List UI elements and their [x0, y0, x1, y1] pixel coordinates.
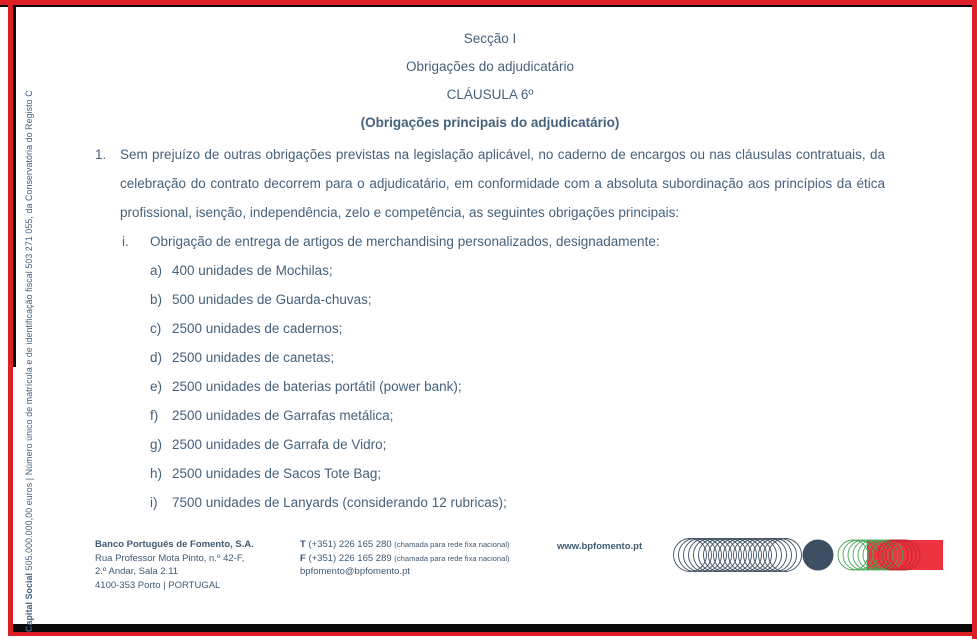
roman-item [95, 227, 885, 256]
capital-social-sidenote [24, 0, 34, 632]
list-item [95, 401, 885, 430]
clause-subtitle: (Obrigações principais do adjudicatário) [360, 115, 620, 130]
section-subtitle: Obrigações do adjudicatário [405, 59, 575, 74]
paragraph-text: Sem prejuízo de outras obrigações previstas na legislação aplicável, no caderno de encargos ou nas cláusulas contratuais, da celebração do contrato decorrem para o adjudicatário, em conformidade com a absoluta subordinação aos princípios da ética profissional, isenção, independência, zelo e competência, as seguintes obrigações principais: [120, 147, 885, 220]
address-line: Rua Professor Mota Pinto, n.º 42-F, [95, 552, 245, 564]
bottom-red-border [8, 632, 977, 636]
list-item-text: 2500 unidades de baterias portátil (power bank); [172, 379, 462, 394]
roman-item-text: Obrigação de entrega de artigos de merchandising personalizados, designadamente: [150, 234, 660, 249]
list-item-marker: i) [150, 495, 158, 510]
numbered-paragraph [95, 140, 885, 227]
paragraph-number: 1. [95, 147, 107, 162]
address-line: 2.º Andar, Sala 2.11 [95, 566, 179, 577]
company-name: Banco Português de Fomento, S.A. [95, 539, 254, 550]
right-red-border [972, 0, 977, 639]
phone-line [300, 538, 560, 552]
list-item-text: 2500 unidades de canetas; [172, 350, 335, 365]
list-item-text: 2500 unidades de Garrafas metálica; [172, 408, 394, 423]
email-text: bpfomento@bpfomento.pt [300, 566, 410, 577]
footer-address-block [95, 538, 295, 592]
clause-title: CLÁUSULA 6º [446, 87, 534, 102]
list-item-marker: a) [150, 263, 163, 278]
list-item-marker: d) [150, 350, 163, 365]
website-text: www.bpfomento.pt [557, 541, 643, 552]
list-item-marker: g) [150, 437, 163, 452]
list-item [95, 285, 885, 314]
capital-social-label: Capital Social [24, 572, 34, 632]
footer-contact-block [300, 538, 560, 579]
fax-label: F [300, 552, 306, 564]
list-item-marker: b) [150, 292, 163, 307]
list-item-text: 2500 unidades de cadernos; [172, 321, 343, 336]
list-item-text: 2500 unidades de Garrafa de Vidro; [172, 437, 387, 452]
list-item-marker: c) [150, 321, 162, 336]
list-item [95, 430, 885, 459]
list-item-text: 2500 unidades de Sacos Tote Bag; [172, 466, 382, 481]
list-item-marker: e) [150, 379, 163, 394]
section-title: Secção I [463, 31, 517, 46]
list-item [95, 256, 885, 285]
list-item-text: 400 unidades de Mochilas; [172, 263, 333, 278]
fax-note: (chamada para rede fixa nacional) [394, 553, 510, 563]
list-item [95, 459, 885, 488]
fax-line [300, 552, 560, 566]
document-content [95, 25, 885, 517]
list-item-text: 500 unidades de Guarda-chuvas; [172, 292, 372, 307]
roman-item-marker: i. [122, 234, 129, 249]
list-item [95, 314, 885, 343]
list-item [95, 488, 885, 517]
list-item [95, 372, 885, 401]
registry-text: 505.000.000,00 euros | Número único de matrícula e de identificação fiscal 503 271 055, da Conservatória do Registo C [24, 90, 34, 571]
list-item-marker: h) [150, 466, 163, 481]
left-scan-line [13, 7, 16, 367]
bottom-scan-bar [13, 624, 972, 632]
list-item [95, 343, 885, 372]
list-item-text: 7500 unidades de Lanyards (considerando 12 rubricas); [172, 495, 507, 510]
phone-note: (chamada para rede fixa nacional) [394, 540, 510, 549]
address-line: 4100-353 Porto | PORTUGAL [95, 579, 221, 591]
phone-number: (+351) 226 165 280 [308, 539, 392, 550]
bpf-logo-icon [666, 536, 956, 576]
fax-number: (+351) 226 165 289 [308, 552, 392, 564]
list-item-marker: f) [150, 408, 159, 423]
left-red-border [8, 0, 13, 636]
top-scan-line [0, 5, 977, 7]
phone-label: T [300, 539, 306, 550]
